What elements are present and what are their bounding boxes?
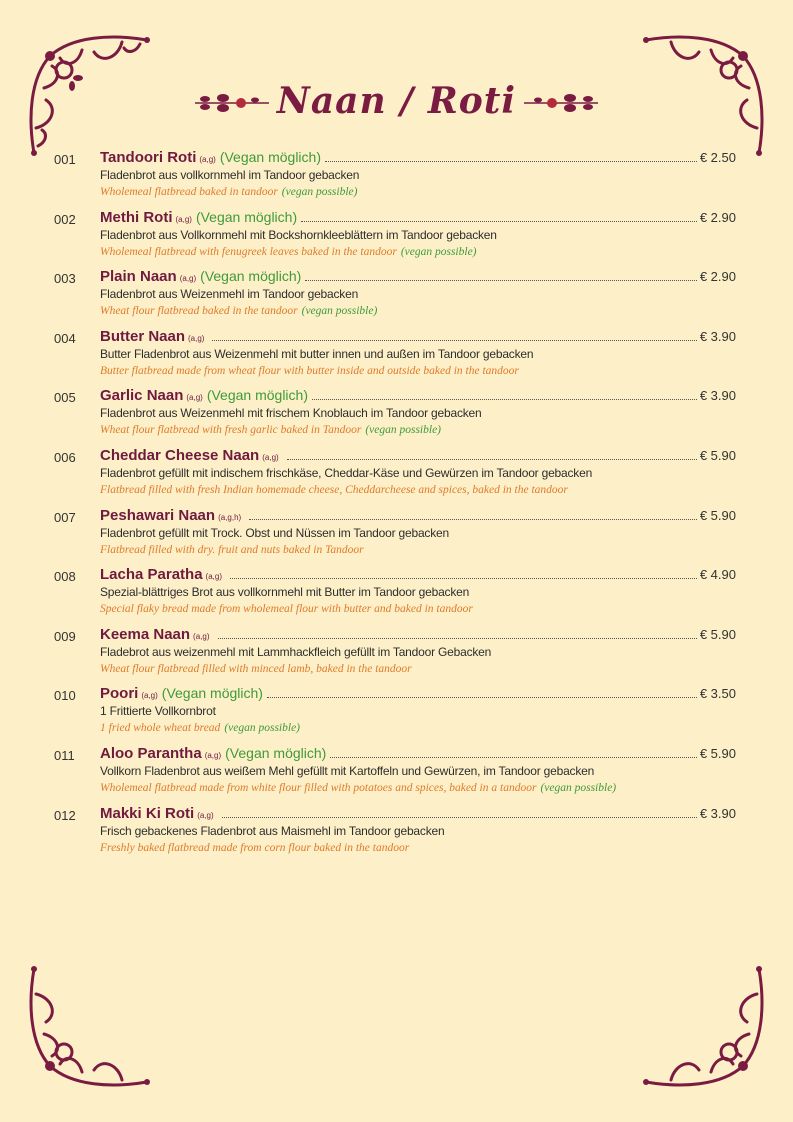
item-description-en: Wheat flour flatbread baked in the tandoor	[100, 305, 298, 318]
item-description-en-wrap	[100, 663, 416, 675]
menu-item	[54, 805, 736, 865]
item-number: 010	[54, 688, 76, 704]
item-number: 001	[54, 152, 76, 167]
item-name: Makki Ki Roti	[100, 804, 195, 822]
item-number: 002	[54, 211, 76, 227]
item-vegan-note: (Vegan möglich)	[219, 149, 321, 165]
item-header	[100, 387, 736, 404]
item-description-en: Wheat flour flatbread with fresh garlic baked in Tandoor	[100, 424, 362, 437]
item-allergen: (a,g)	[262, 452, 279, 462]
item-description-en-wrap	[100, 603, 477, 615]
item-allergen: (a,g)	[197, 810, 214, 820]
menu-item	[54, 149, 736, 209]
item-price: € 5.90	[699, 745, 736, 761]
item-description-en-wrap	[100, 842, 413, 854]
item-description-de: Fladenbrot aus Weizenmehl im Tandoor gebacken	[100, 287, 359, 302]
dot-leader	[305, 279, 697, 281]
item-description-de: Vollkorn Fladenbrot aus weißem Mehl gefüllt mit Kartoffeln und Gewürzen, im Tandoor gebacken	[100, 763, 595, 778]
item-description-en-wrap	[100, 246, 477, 258]
item-description-en-wrap	[100, 365, 523, 377]
dot-leader	[312, 398, 697, 400]
item-description-en: Flatbread filled with dry. fruit and nuts baked in Tandoor	[100, 543, 364, 556]
item-header	[100, 149, 736, 166]
item-header	[100, 566, 736, 583]
item-number: 004	[54, 330, 76, 346]
item-name: Tandoori Roti	[100, 149, 197, 166]
item-vegan-note-en: (vegan possible)	[365, 424, 442, 437]
item-description-en-wrap	[100, 544, 368, 556]
item-allergen: (a,g)	[205, 572, 222, 582]
item-name: Plain Naan	[100, 268, 177, 286]
floral-flourish-icon	[193, 89, 271, 113]
item-number: 003	[54, 271, 76, 287]
item-description-en: Flatbread filled with fresh Indian homemade cheese, Cheddarcheese and spices, baked in the tandoor	[100, 483, 568, 496]
item-number: 006	[54, 449, 76, 465]
item-number: 009	[54, 628, 76, 644]
dot-leader	[230, 577, 697, 579]
item-price: € 5.90	[699, 447, 736, 463]
item-vegan-note: (Vegan möglich)	[200, 268, 302, 285]
item-allergen: (a,g)	[186, 393, 203, 403]
item-description-en: Wholemeal flatbread baked in tandoor	[100, 186, 278, 198]
item-description-en: Wholemeal flatbread with fenugreek leaves baked in the tandoor	[100, 245, 397, 258]
item-name: Poori	[100, 685, 139, 703]
item-price: € 3.90	[699, 805, 736, 821]
item-allergen: (a,g)	[141, 691, 158, 701]
menu-list	[54, 149, 736, 864]
item-description-en: Butter flatbread made from wheat flour with butter inside and outside baked in the tandoor	[100, 364, 519, 377]
menu-item	[54, 626, 736, 686]
menu-item	[54, 268, 736, 328]
item-number: 007	[54, 509, 76, 525]
dot-leader	[212, 339, 696, 341]
dot-leader	[301, 220, 697, 222]
item-header	[100, 209, 736, 226]
item-price: € 3.50	[699, 686, 736, 702]
item-description-de: Frisch gebackenes Fladenbrot aus Maismehl im Tandoor gebacken	[100, 823, 445, 838]
item-price: € 5.90	[699, 507, 736, 523]
item-description-de: Butter Fladenbrot aus Weizenmehl mit butter innen und außen im Tandoor gebacken	[100, 346, 534, 361]
item-description-de: 1 Frittierte Vollkornbrot	[100, 704, 216, 719]
item-vegan-note: (Vegan möglich)	[195, 208, 298, 225]
item-description-de: Fladenbrot aus Weizenmehl mit frischem Knoblauch im Tandoor gebacken	[100, 406, 482, 421]
item-description-en-wrap	[100, 424, 441, 436]
item-allergen: (a,g)	[175, 214, 192, 224]
item-allergen: (a,g)	[188, 333, 205, 343]
item-name: Garlic Naan	[100, 387, 184, 405]
item-description-en-wrap	[100, 782, 616, 794]
floral-corner-ornament-icon	[641, 964, 771, 1094]
item-price: € 3.90	[699, 328, 736, 344]
item-number: 008	[54, 569, 76, 585]
item-vegan-note-en: (vegan possible)	[301, 305, 378, 318]
item-description-en: 1 fried whole wheat bread	[100, 722, 221, 735]
menu-item	[54, 685, 736, 745]
dot-leader	[287, 458, 697, 460]
item-description-en-wrap	[100, 722, 300, 734]
item-name: Lacha Paratha	[100, 566, 203, 584]
menu-item	[54, 387, 736, 447]
item-price: € 3.90	[699, 388, 736, 404]
page-title: Naan / Roti	[276, 80, 517, 122]
item-number: 011	[54, 747, 75, 763]
item-header	[100, 268, 736, 285]
item-header	[100, 447, 736, 464]
item-name: Keema Naan	[100, 625, 191, 643]
item-allergen: (a,g)	[179, 274, 197, 284]
item-price: € 2.50	[699, 150, 736, 165]
item-price: € 4.90	[699, 567, 736, 583]
dot-leader	[222, 816, 697, 818]
item-allergen: (a,g,h)	[218, 512, 242, 522]
dot-leader	[330, 756, 697, 758]
item-header	[100, 685, 736, 702]
menu-item	[54, 209, 736, 269]
item-number: 005	[54, 390, 76, 406]
item-name: Butter Naan	[100, 327, 186, 345]
item-header	[100, 805, 736, 822]
item-description-en: Wheat flour flatbread filled with minced lamb, baked in the tandoor	[100, 662, 412, 675]
item-name: Cheddar Cheese Naan	[100, 446, 260, 464]
item-vegan-note-en: (vegan possible)	[281, 186, 358, 198]
item-vegan-note: (Vegan möglich)	[206, 387, 308, 404]
item-allergen: (a,g)	[199, 155, 216, 164]
dot-leader	[267, 696, 697, 698]
menu-item	[54, 507, 736, 567]
item-description-en: Wholemeal flatbread made from white flour filled with potatoes and spices, baked in a tandoor	[100, 781, 537, 794]
item-vegan-note-en: (vegan possible)	[540, 781, 617, 794]
title-bar	[0, 76, 793, 126]
item-header	[100, 745, 736, 762]
item-description-en-wrap	[100, 484, 572, 496]
item-vegan-note-en: (vegan possible)	[400, 245, 477, 258]
item-description-en-wrap	[100, 186, 358, 198]
item-description-de: Spezial-blättriges Brot aus vollkornmehl mit Butter im Tandoor gebacken	[100, 585, 470, 600]
item-description-de: Fladenbrot gefüllt mit Trock. Obst und Nüssen im Tandoor gebacken	[100, 525, 449, 540]
corner-ornament-graphic	[22, 964, 152, 1094]
corner-ornament-graphic	[641, 964, 771, 1094]
item-name: Peshawari Naan	[100, 506, 216, 524]
item-price: € 2.90	[699, 209, 736, 225]
menu-item	[54, 447, 736, 507]
item-vegan-note: (Vegan möglich)	[225, 744, 327, 761]
item-description-en: Special flaky bread made from wholemeal flour with butter and baked in tandoor	[100, 603, 473, 616]
item-description-de: Fladebrot aus weizenmehl mit Lammhackfleich gefüllt im Tandoor Gebacken	[100, 644, 492, 659]
item-description-de: Fladenbrot gefüllt mit indischem frischkäse, Cheddar-Käse und Gewürzen im Tandoor gebacken	[100, 465, 593, 480]
item-vegan-note: (Vegan möglich)	[161, 685, 263, 702]
item-header	[100, 626, 736, 643]
item-price: € 2.90	[699, 269, 736, 285]
item-header	[100, 328, 736, 345]
floral-corner-ornament-icon	[22, 964, 152, 1094]
item-description-en: Freshly baked flatbread made from corn flour baked in the tandoor	[100, 841, 410, 854]
item-header	[100, 507, 736, 524]
menu-item	[54, 328, 736, 388]
floral-flourish-icon	[522, 89, 600, 113]
item-description-de: Fladenbrot aus Vollkornmehl mit Bockshornkleeblättern im Tandoor gebacken	[100, 227, 497, 242]
menu-item	[54, 566, 736, 626]
item-name: Aloo Parantha	[100, 744, 202, 762]
item-price: € 5.90	[699, 626, 736, 642]
item-number: 012	[54, 807, 76, 823]
item-description-de: Fladenbrot aus vollkornmehl im Tandoor gebacken	[100, 168, 360, 182]
item-name: Methi Roti	[100, 208, 173, 226]
dot-leader	[249, 518, 697, 520]
item-description-en-wrap	[100, 305, 377, 317]
item-allergen: (a,g)	[193, 631, 210, 641]
dot-leader	[218, 637, 697, 639]
item-vegan-note-en: (vegan possible)	[224, 722, 301, 735]
menu-item	[54, 745, 736, 805]
item-allergen: (a,g)	[204, 750, 222, 760]
dot-leader	[325, 160, 697, 162]
